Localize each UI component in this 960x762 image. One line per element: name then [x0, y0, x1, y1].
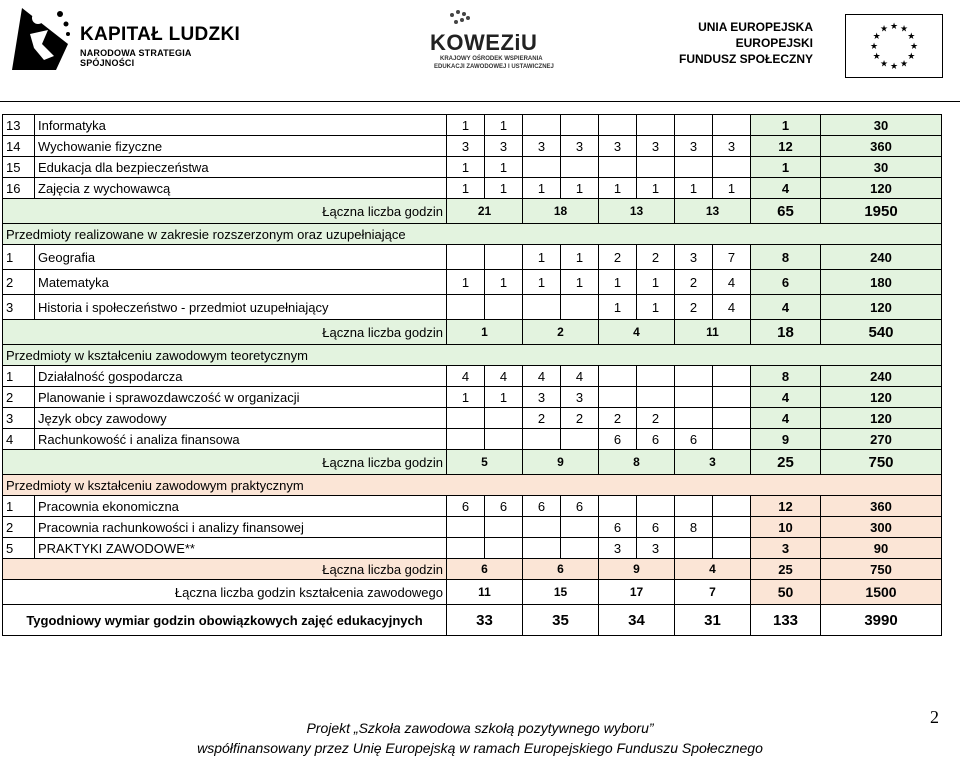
hours-cell [637, 496, 675, 517]
subject-name: Pracownia ekonomiczna [35, 496, 447, 517]
footer-cofinancing-line: współfinansowany przez Unię Europejską w ramach Europejskiego Funduszu Społecznego [197, 740, 763, 756]
total-pair-cell: 31 [675, 605, 751, 636]
hours-cell: 2 [637, 408, 675, 429]
hours-cell: 3 [523, 387, 561, 408]
hours-cell [637, 387, 675, 408]
total-pair-cell: 4 [675, 559, 751, 580]
total-label: Łączna liczba godzin [3, 559, 447, 580]
total-pair-cell: 17 [599, 580, 675, 605]
page-number: 2 [930, 707, 939, 727]
hours-cell [637, 366, 675, 387]
hours-cell: 3 [637, 538, 675, 559]
hours-cell: 4 [447, 366, 485, 387]
hours-cell [561, 429, 599, 450]
total-row [3, 450, 942, 475]
hours-cell [523, 517, 561, 538]
total-pair-cell: 2 [523, 320, 599, 345]
row-number: 14 [3, 136, 35, 157]
table-row [3, 387, 942, 408]
total-hours-cell: 240 [821, 245, 942, 270]
hours-cell [523, 538, 561, 559]
subject-name: Geografia [35, 245, 447, 270]
total-hours-cell: 120 [821, 408, 942, 429]
hours-cell [561, 517, 599, 538]
subject-name: Matematyka [35, 270, 447, 295]
hours-cell [485, 295, 523, 320]
total-hours-cell: 120 [821, 387, 942, 408]
subject-name: Informatyka [35, 115, 447, 136]
hours-cell: 2 [675, 295, 713, 320]
hours-cell: 6 [637, 429, 675, 450]
row-number: 1 [3, 496, 35, 517]
eu-logo [678, 14, 955, 74]
hours-cell: 1 [561, 245, 599, 270]
weekly-sum-cell: 3 [751, 538, 821, 559]
subject-name: Działalność gospodarcza [35, 366, 447, 387]
total-pair-cell: 3 [675, 450, 751, 475]
hours-cell: 3 [485, 136, 523, 157]
eu-star-icon: ★ [907, 31, 916, 41]
hours-cell: 6 [675, 429, 713, 450]
eu-star-icon: ★ [899, 58, 909, 69]
subject-name: PRAKTYKI ZAWODOWE** [35, 538, 447, 559]
hours-cell [599, 115, 637, 136]
subject-name: Historia i społeczeństwo - przedmiot uzupełniający [35, 295, 447, 320]
hours-cell: 2 [675, 270, 713, 295]
koweziu-line2: EDUKACJI ZAWODOWEJ I USTAWICZNEJ [434, 64, 554, 70]
hours-cell: 1 [561, 270, 599, 295]
hours-cell [675, 115, 713, 136]
total-label: Łączna liczba godzin [3, 199, 447, 224]
total-hours-cell: 360 [821, 496, 942, 517]
weekly-sum-cell: 8 [751, 366, 821, 387]
row-number: 1 [3, 366, 35, 387]
hours-cell: 1 [599, 295, 637, 320]
hours-cell [561, 295, 599, 320]
hours-cell: 3 [523, 136, 561, 157]
total-pair-cell: 18 [523, 199, 599, 224]
eu-star-icon: ★ [899, 23, 909, 34]
total-row [3, 199, 942, 224]
hours-cell: 3 [713, 136, 751, 157]
hours-cell: 6 [561, 496, 599, 517]
hours-cell: 1 [447, 387, 485, 408]
eu-line3: FUNDUSZ SPOŁECZNY [678, 52, 813, 66]
header-divider [0, 101, 960, 102]
total-pair-cell: 33 [447, 605, 523, 636]
total-sum-cell: 133 [751, 605, 821, 636]
total-hours-cell: 240 [821, 366, 942, 387]
hours-cell: 4 [485, 366, 523, 387]
row-number: 5 [3, 538, 35, 559]
hours-cell: 3 [447, 136, 485, 157]
koweziu-swirl-icon [428, 8, 488, 30]
total-sum-cell: 25 [751, 559, 821, 580]
hours-cell: 2 [599, 408, 637, 429]
hours-cell: 2 [561, 408, 599, 429]
hours-cell [523, 157, 561, 178]
total-pair-cell: 13 [599, 199, 675, 224]
total-hours-cell: 300 [821, 517, 942, 538]
footer-project-line: Projekt „Szkoła zawodowa szkołą pozytywnego wyboru” [306, 720, 654, 736]
hours-cell: 1 [485, 270, 523, 295]
hours-cell [599, 157, 637, 178]
hours-cell: 4 [523, 366, 561, 387]
eu-star-icon: ★ [879, 58, 889, 69]
total-hours-cell: 1950 [821, 199, 942, 224]
total-row [3, 559, 942, 580]
row-number: 4 [3, 429, 35, 450]
row-number: 1 [3, 245, 35, 270]
eu-line1: UNIA EUROPEJSKA [698, 20, 813, 34]
hours-cell [447, 429, 485, 450]
hours-cell: 4 [713, 295, 751, 320]
weekly-sum-cell: 10 [751, 517, 821, 538]
weekly-sum-cell: 6 [751, 270, 821, 295]
row-number: 2 [3, 517, 35, 538]
hours-cell: 3 [599, 136, 637, 157]
weekly-sum-cell: 8 [751, 245, 821, 270]
hours-cell [713, 408, 751, 429]
total-pair-cell: 5 [447, 450, 523, 475]
total-pair-cell: 21 [447, 199, 523, 224]
hours-cell [637, 115, 675, 136]
hours-cell [447, 408, 485, 429]
hours-cell: 6 [599, 517, 637, 538]
hours-cell: 2 [523, 408, 561, 429]
eu-flag-icon [845, 14, 943, 78]
row-number: 3 [3, 408, 35, 429]
row-number: 13 [3, 115, 35, 136]
hours-cell [637, 157, 675, 178]
hours-cell [485, 408, 523, 429]
hours-cell: 3 [637, 136, 675, 157]
hours-cell: 1 [523, 178, 561, 199]
weekly-sum-cell: 12 [751, 496, 821, 517]
total-pair-cell: 35 [523, 605, 599, 636]
hours-cell [675, 387, 713, 408]
section-header-row [3, 345, 942, 366]
weekly-sum-cell: 12 [751, 136, 821, 157]
total-pair-cell: 13 [675, 199, 751, 224]
weekly-sum-cell: 4 [751, 295, 821, 320]
eu-line2: EUROPEJSKI [735, 36, 813, 50]
table-row [3, 270, 942, 295]
hours-cell: 1 [485, 115, 523, 136]
hours-cell: 3 [561, 136, 599, 157]
hours-cell [447, 295, 485, 320]
section-header-row [3, 224, 942, 245]
hours-cell [713, 387, 751, 408]
total-pair-cell: 9 [523, 450, 599, 475]
hours-cell: 1 [523, 270, 561, 295]
table-row [3, 295, 942, 320]
row-number: 3 [3, 295, 35, 320]
table-row [3, 245, 942, 270]
total-hours-cell: 30 [821, 157, 942, 178]
hours-cell: 4 [713, 270, 751, 295]
subject-name: Rachunkowość i analiza finansowa [35, 429, 447, 450]
weekly-sum-cell: 1 [751, 115, 821, 136]
hours-cell: 1 [713, 178, 751, 199]
total-row [3, 320, 942, 345]
kapital-ludzki-subtitle: NARODOWA STRATEGIA SPÓJNOŚCI [80, 48, 192, 68]
weekly-sum-cell: 1 [751, 157, 821, 178]
hours-cell [713, 496, 751, 517]
eu-star-icon: ★ [869, 41, 879, 51]
total-hours-cell: 30 [821, 115, 942, 136]
total-hours-cell: 750 [821, 559, 942, 580]
hours-cell: 3 [599, 538, 637, 559]
total-pair-cell: 6 [447, 559, 523, 580]
koweziu-title: KOWEZiU [430, 30, 538, 55]
hours-cell: 1 [485, 157, 523, 178]
hours-cell: 1 [637, 178, 675, 199]
hours-cell: 1 [637, 270, 675, 295]
eu-star-icon: ★ [909, 41, 919, 51]
table-row [3, 157, 942, 178]
hours-cell: 1 [561, 178, 599, 199]
weekly-sum-cell: 4 [751, 178, 821, 199]
total-label: Łączna liczba godzin [3, 320, 447, 345]
total-pair-cell: 4 [599, 320, 675, 345]
hours-cell: 6 [447, 496, 485, 517]
hours-cell [523, 429, 561, 450]
hours-cell: 4 [561, 366, 599, 387]
total-hours-cell: 90 [821, 538, 942, 559]
total-row [3, 580, 942, 605]
total-pair-cell: 15 [523, 580, 599, 605]
section-title: Przedmioty w kształceniu zawodowym praktycznym [3, 475, 942, 496]
hours-cell: 1 [637, 295, 675, 320]
hours-cell [485, 429, 523, 450]
table-row [3, 538, 942, 559]
hours-cell [713, 429, 751, 450]
hours-cell: 6 [485, 496, 523, 517]
subject-name: Planowanie i sprawozdawczość w organizacji [35, 387, 447, 408]
hours-cell: 1 [485, 387, 523, 408]
hours-cell: 1 [675, 178, 713, 199]
total-sum-cell: 50 [751, 580, 821, 605]
row-number: 16 [3, 178, 35, 199]
total-pair-cell: 7 [675, 580, 751, 605]
hours-cell: 6 [523, 496, 561, 517]
hours-cell [675, 157, 713, 178]
hours-cell [523, 295, 561, 320]
hours-cell: 1 [523, 245, 561, 270]
hours-cell: 1 [447, 270, 485, 295]
row-number: 15 [3, 157, 35, 178]
table-row [3, 517, 942, 538]
kapital-ludzki-logo [4, 2, 244, 78]
subject-name: Zajęcia z wychowawcą [35, 178, 447, 199]
total-pair-cell: 6 [523, 559, 599, 580]
eu-star-icon: ★ [879, 23, 889, 34]
hours-cell [713, 366, 751, 387]
total-pair-cell: 9 [599, 559, 675, 580]
hours-cell: 1 [599, 178, 637, 199]
hours-cell [713, 115, 751, 136]
kapital-ludzki-title: KAPITAŁ LUDZKI [80, 24, 241, 45]
total-pair-cell: 11 [447, 580, 523, 605]
total-hours-cell: 1500 [821, 580, 942, 605]
hours-cell: 6 [637, 517, 675, 538]
eu-star-icon: ★ [872, 51, 881, 61]
total-sum-cell: 25 [751, 450, 821, 475]
total-pair-cell: 34 [599, 605, 675, 636]
subject-name: Pracownia rachunkowości i analizy finansowej [35, 517, 447, 538]
curriculum-table [2, 114, 942, 636]
total-hours-cell: 540 [821, 320, 942, 345]
hours-cell: 8 [675, 517, 713, 538]
hours-cell: 1 [485, 178, 523, 199]
total-pair-cell: 8 [599, 450, 675, 475]
table-row [3, 366, 942, 387]
row-number: 2 [3, 270, 35, 295]
koweziu-logo [428, 8, 558, 74]
total-label: Łączna liczba godzin [3, 450, 447, 475]
koweziu-line1: KRAJOWY OŚRODEK WSPIERANIA [440, 56, 543, 62]
hours-cell [561, 157, 599, 178]
hours-cell [675, 366, 713, 387]
eu-star-icon: ★ [889, 61, 899, 71]
section-title: Przedmioty realizowane w zakresie rozszerzonym oraz uzupełniające [3, 224, 942, 245]
total-pair-cell: 1 [447, 320, 523, 345]
total-hours-cell: 120 [821, 295, 942, 320]
subject-name: Wychowanie fizyczne [35, 136, 447, 157]
table-row [3, 115, 942, 136]
total-hours-cell: 120 [821, 178, 942, 199]
table-row [3, 429, 942, 450]
hours-cell: 3 [675, 245, 713, 270]
total-sum-cell: 65 [751, 199, 821, 224]
hours-cell: 2 [599, 245, 637, 270]
eu-star-icon: ★ [907, 51, 916, 61]
hours-cell [485, 538, 523, 559]
total-label: Łączna liczba godzin kształcenia zawodowego [3, 580, 447, 605]
total-sum-cell: 18 [751, 320, 821, 345]
hours-cell [713, 517, 751, 538]
total-pair-cell: 11 [675, 320, 751, 345]
hours-cell [675, 538, 713, 559]
total-row [3, 605, 942, 636]
section-title: Przedmioty w kształceniu zawodowym teoretycznym [3, 345, 942, 366]
hours-cell [713, 157, 751, 178]
table-row [3, 408, 942, 429]
weekly-sum-cell: 4 [751, 387, 821, 408]
total-label: Tygodniowy wymiar godzin obowiązkowych zajęć edukacyjnych [3, 605, 447, 636]
hours-cell [561, 538, 599, 559]
hours-cell: 6 [599, 429, 637, 450]
hours-cell: 1 [447, 157, 485, 178]
weekly-sum-cell: 4 [751, 408, 821, 429]
hours-cell [447, 245, 485, 270]
table-row [3, 178, 942, 199]
total-hours-cell: 270 [821, 429, 942, 450]
hours-cell [675, 408, 713, 429]
total-hours-cell: 750 [821, 450, 942, 475]
weekly-sum-cell: 9 [751, 429, 821, 450]
hours-cell: 3 [675, 136, 713, 157]
table-row [3, 496, 942, 517]
hours-cell [485, 517, 523, 538]
hours-cell: 2 [637, 245, 675, 270]
total-hours-cell: 180 [821, 270, 942, 295]
subject-name: Edukacja dla bezpieczeństwa [35, 157, 447, 178]
hours-cell [561, 115, 599, 136]
hours-cell: 1 [599, 270, 637, 295]
hours-cell: 1 [447, 115, 485, 136]
eu-star-icon: ★ [872, 31, 881, 41]
hours-cell: 3 [561, 387, 599, 408]
hours-cell [447, 517, 485, 538]
hours-cell [485, 245, 523, 270]
hours-cell: 1 [447, 178, 485, 199]
section-header-row [3, 475, 942, 496]
hours-cell [599, 387, 637, 408]
table-row [3, 136, 942, 157]
hours-cell [599, 496, 637, 517]
hours-cell: 7 [713, 245, 751, 270]
hours-cell [713, 538, 751, 559]
kapital-ludzki-mark-icon [8, 4, 74, 74]
hours-cell [523, 115, 561, 136]
total-hours-cell: 360 [821, 136, 942, 157]
hours-cell [447, 538, 485, 559]
subject-name: Język obcy zawodowy [35, 408, 447, 429]
hours-cell [599, 366, 637, 387]
row-number: 2 [3, 387, 35, 408]
hours-cell [675, 496, 713, 517]
total-hours-cell: 3990 [821, 605, 942, 636]
eu-star-icon: ★ [889, 21, 899, 31]
